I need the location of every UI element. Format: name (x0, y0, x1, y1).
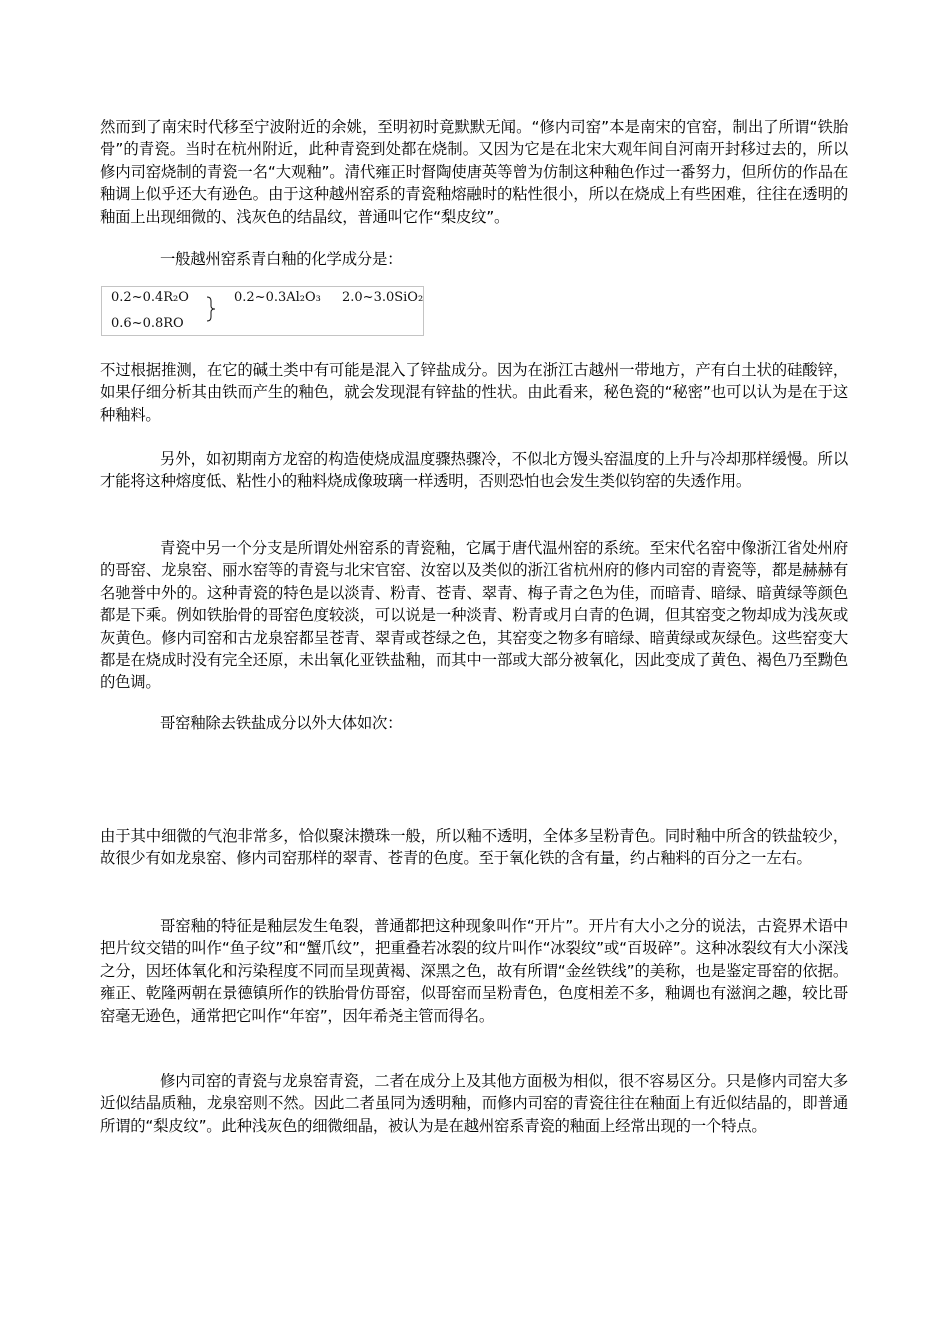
paragraph-1: 然而到了南宋时代移至宁波附近的余姚，至明初时竟默默无闻。“修内司窑”本是南宋的官窑，制出了所谓“铁胎骨”的青瓷。当时在杭州附近，此种青瓷到处都在烧制。又因为它是在北宋大观年间自河南开封移过去的，所以修内司窑烧制的青瓷一名“大观釉”。清代雍正时督陶使唐英等曾为仿制这种釉色作过一番努力，但所仿的作品在釉调上似乎还大有逊色。由于这种越州窑系的青瓷釉熔融时的粘性很小，所以在烧成上有些困难，往往在透明的釉面上出现细微的、浅灰色的结晶纹，普通叫它作“梨皮纹”。 (100, 118, 848, 226)
chemical-formula-box (101, 286, 424, 336)
brace-symbol (206, 296, 216, 322)
paragraph-7: 由于其中细微的气泡非常多，恰似聚沫攒珠一般，所以釉不透明，全体多呈粉青色。同时釉中所含的铁盐较少，故很少有如龙泉窑、修内司窑那样的翠青、苍青的色度。至于氧化铁的含有量，约占釉料的百分之一左右。 (100, 827, 848, 868)
paragraph-6: 哥窑釉除去铁盐成分以外大体如次： (160, 714, 403, 732)
formula-sio2: 2.0~3.0SiO₂ (342, 290, 424, 305)
paragraph-3: 不过根据推测，在它的碱土类中有可能是混入了锌盐成分。因为在浙江古越州一带地方，产有白土状的硅酸锌，如果仔细分析其由铁而产生的釉色，就会发现混有锌盐的性状。由此看来，秘色瓷的“秘密”也可以认为是在于这种釉料。 (100, 361, 848, 424)
formula-ro: 0.6~0.8RO (111, 316, 184, 331)
paragraph-5: 青瓷中另一个分支是所谓处州窑系的青瓷釉，它属于唐代温州窑的系统。至宋代名窑中像浙江省处州府的哥窑、龙泉窑、丽水窑等的青瓷与北宋官窑、汝窑以及类似的浙江省杭州府的修内司窑的青瓷等，都是赫赫有名驰誉中外的。这种青瓷的特色是以淡青、粉青、苍青、翠青、梅子青之色为佳，而暗青、暗绿、暗黄绿等颜色都是下乘。例如铁胎骨的哥窑色度较淡，可以说是一种淡青、粉青或月白青的色调，但其窑变之物却成为浅灰或灰黄色。修内司窑和古龙泉窑都呈苍青、翠青或苍绿之色，其窑变之物多有暗绿、暗黄绿或灰绿色。这些窑变大都是在烧成时没有完全还原，未出氧化亚铁盐釉，而其中一部或大部分被氧化，因此变成了黄色、褐色乃至黝色的色调。 (100, 539, 848, 692)
paragraph-2: 一般越州窑系青白釉的化学成分是： (160, 250, 403, 268)
paragraph-4: 另外，如初期南方龙窑的构造使烧成温度骤热骤冷，不似北方馒头窑温度的上升与冷却那样缓慢。所以才能将这种熔度低、粘性小的釉料烧成像玻璃一样透明，否则恐怕也会发生类似钧窑的失透作用。 (100, 450, 848, 491)
paragraph-9: 修内司窑的青瓷与龙泉窑青瓷，二者在成分上及其他方面极为相似，很不容易区分。只是修内司窑大多近似结晶质釉，龙泉窑则不然。因此二者虽同为透明釉，而修内司窑的青瓷往往在釉面上有近似结晶的，即普通所谓的“梨皮纹”。此种浅灰色的细微细晶，被认为是在越州窑系青瓷的釉面上经常出现的一个特点。 (100, 1072, 848, 1135)
paragraph-8: 哥窑釉的特征是釉层发生龟裂，普通都把这种现象叫作“开片”。开片有大小之分的说法，古瓷界术语中把片纹交错的叫作“鱼子纹”和“蟹爪纹”，把重叠若冰裂的纹片叫作“冰裂纹”或“百圾碎”。这种冰裂纹有大小深浅之分，因坯体氧化和污染程度不同而呈现黄褐、深黑之色，故有所谓“金丝铁线”的美称，也是鉴定哥窑的依据。雍正、乾隆两朝在景德镇所作的铁胎骨仿哥窑，似哥窑而呈粉青色，色度相差不多，釉调也有滋润之趣，较比哥窑毫无逊色，通常把它叫作“年窑”，因年希尧主管而得名。 (100, 917, 848, 1025)
formula-al2o3: 0.2~0.3Al₂O₃ (234, 290, 321, 305)
formula-r2o: 0.2~0.4R₂O (111, 290, 189, 305)
